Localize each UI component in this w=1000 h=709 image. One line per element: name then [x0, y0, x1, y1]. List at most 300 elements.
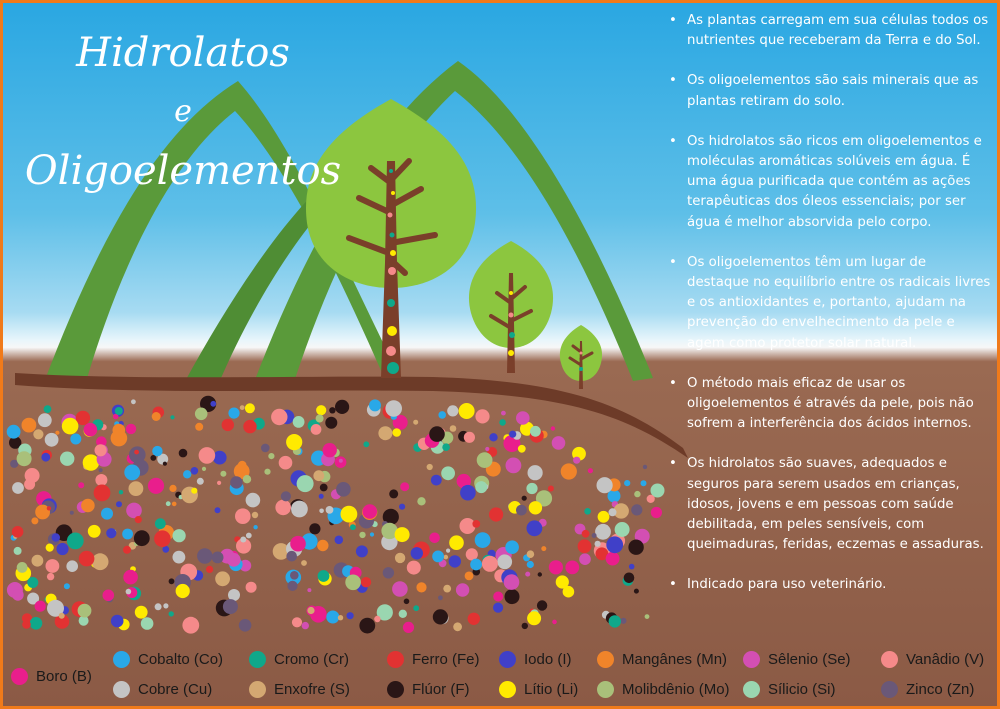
mineral-dot [508, 350, 514, 356]
mineral-dot [551, 426, 555, 430]
mineral-dot [30, 617, 43, 630]
mineral-dot [92, 553, 109, 570]
mineral-dot [307, 588, 311, 592]
mineral-dot [390, 250, 396, 256]
mineral-dot [135, 516, 142, 523]
mineral-dot [32, 555, 44, 567]
mineral-dot [169, 578, 175, 584]
mineral-dot [38, 413, 52, 427]
mineral-dot [472, 520, 480, 528]
mineral-dot [46, 544, 54, 552]
mineral-dot [335, 536, 344, 545]
mineral-dot [56, 543, 68, 555]
mineral-dot [446, 549, 450, 553]
mineral-dot [12, 526, 24, 538]
mineral-dot [152, 412, 161, 421]
mineral-dot [215, 571, 230, 586]
mineral-dot [246, 533, 252, 539]
legend-item-enxofre [249, 681, 350, 698]
mineral-dot [14, 547, 22, 555]
mineral-dot [318, 570, 330, 582]
legend-item-vanadio [881, 651, 984, 668]
mineral-dot [99, 468, 103, 472]
mineral-dot [584, 508, 591, 515]
mineral-dot [44, 405, 52, 413]
mineral-dot [392, 428, 401, 437]
mineral-dot [493, 592, 503, 602]
mineral-dot [155, 518, 166, 529]
mineral-dot [95, 444, 107, 456]
mineral-dot [253, 525, 257, 529]
mineral-dot [516, 505, 527, 516]
mineral-dot [78, 482, 84, 488]
legend-item-cobalto [113, 651, 223, 668]
mineral-dot [580, 352, 583, 355]
mineral-dot [449, 555, 461, 567]
mineral-dot [552, 436, 566, 450]
mineral-dot [59, 613, 65, 619]
mineral-dot [240, 405, 245, 410]
mineral-dot [624, 480, 630, 486]
legend-item-boro [11, 668, 92, 685]
mineral-dot [66, 560, 78, 572]
mineral-dot [441, 466, 455, 480]
mineral-dot [172, 502, 177, 507]
title-line-1: Hidrolatos [76, 30, 290, 76]
mineral-dot [432, 551, 444, 563]
info-bullet-list [667, 11, 992, 616]
mineral-dot [35, 601, 46, 612]
mineral-dot [505, 540, 519, 554]
mineral-dot [529, 501, 542, 514]
mineral-dot [62, 418, 79, 435]
mineral-dot [47, 573, 54, 580]
legend-label: Sêlenio (Se) [768, 651, 851, 668]
mineral-dot [217, 481, 221, 485]
legend-dot [597, 681, 614, 698]
mineral-dot [281, 491, 291, 501]
mineral-dot [526, 483, 537, 494]
mineral-dot [609, 615, 621, 627]
mineral-dot [413, 605, 419, 611]
mineral-dot [407, 561, 421, 575]
mineral-dot [403, 622, 414, 633]
mineral-dot [361, 577, 371, 587]
mineral-dot [527, 561, 534, 568]
mineral-dot [527, 550, 535, 558]
mineral-dot [227, 553, 241, 567]
mineral-dot [549, 560, 563, 574]
legend-dot [743, 681, 760, 698]
mineral-dot [129, 446, 146, 463]
mineral-dot [537, 600, 547, 610]
mineral-dot [339, 459, 343, 463]
mineral-dot [438, 411, 446, 419]
legend-item-cobre [113, 681, 212, 698]
mineral-dot [199, 447, 216, 464]
legend-item-cromo [249, 651, 349, 668]
mineral-dot [475, 481, 487, 493]
legend-label: Cobre (Cu) [138, 681, 213, 698]
mineral-dot [359, 532, 365, 538]
bullet-item: • Os hidrolatos são suaves, adequados e seguros para serem usados em crianças, idosos, jovens e em pessoas com saúde debilitada, em peles sensíveis, com queimaduras, feridas, eczemas e assaduras. [667, 454, 992, 555]
legend-label: Enxofre (S) [274, 681, 350, 698]
mineral-dot [395, 553, 405, 563]
mineral-dot [374, 616, 380, 622]
mineral-dot [645, 614, 650, 619]
mineral-dot [387, 299, 395, 307]
mineral-dot [78, 604, 92, 618]
mineral-dot [615, 522, 630, 537]
mineral-dot [134, 530, 150, 546]
mineral-dot [450, 425, 457, 432]
mineral-dot [316, 415, 324, 423]
legend-label: Iodo (I) [524, 651, 572, 668]
mineral-dot [55, 431, 59, 435]
mineral-dot [179, 449, 188, 458]
mineral-dot [163, 603, 168, 608]
mineral-dot [595, 524, 611, 540]
mineral-dot [215, 507, 221, 513]
mineral-dot [210, 401, 216, 407]
mineral-dot [197, 478, 204, 485]
mineral-dot [468, 613, 480, 625]
legend-label: Vanâdio (V) [906, 651, 985, 668]
mineral-dot [119, 490, 123, 494]
mineral-dot [230, 476, 242, 488]
mineral-dot [111, 430, 128, 447]
legend-dot [881, 681, 898, 698]
mineral-dot [106, 528, 116, 538]
mineral-dot [509, 313, 514, 318]
mineral-dot [329, 407, 335, 413]
mineral-dot [489, 433, 497, 441]
legend-dot [113, 651, 130, 668]
mineral-dot [595, 541, 601, 547]
bullet-item: • O método mais eficaz de usar os oligoelementos é através da pele, pois não sofrem a interferência dos ácidos internos. [667, 374, 992, 435]
mineral-dot [84, 423, 98, 437]
mineral-dot [505, 589, 520, 604]
legend-item-zinco [881, 681, 974, 698]
mineral-dot [22, 418, 37, 433]
mineral-dot [245, 403, 255, 413]
mineral-dot [111, 615, 124, 628]
legend-label: Cromo (Cr) [274, 651, 349, 668]
mineral-dot [141, 617, 154, 630]
mineral-dot [12, 589, 24, 601]
legend-label: Mangânes (Mn) [622, 651, 728, 668]
mineral-dot [345, 575, 361, 591]
legend-dot [387, 651, 404, 668]
legend-dot [499, 651, 516, 668]
mineral-dot [493, 603, 503, 613]
legend-dot [249, 681, 266, 698]
mineral-dot [643, 465, 647, 469]
legend-dot [743, 651, 760, 668]
mineral-dot [33, 429, 43, 439]
mineral-dot [287, 581, 297, 591]
mineral-dot [290, 536, 306, 552]
legend-label: Flúor (F) [412, 681, 470, 698]
mineral-dot [169, 485, 176, 492]
mineral-dot [453, 622, 462, 631]
mineral-dot [302, 622, 309, 629]
mineral-dot [67, 533, 84, 550]
mineral-dot [271, 409, 287, 425]
mineral-dot [392, 581, 408, 597]
mineral-dot [183, 470, 191, 478]
mineral-dot [323, 443, 337, 457]
mineral-dot [135, 606, 148, 619]
mineral-dot [522, 623, 528, 629]
mineral-dot [320, 484, 328, 492]
mineral-dot [386, 346, 396, 356]
mineral-dot [336, 482, 351, 497]
mineral-dot [64, 583, 70, 589]
mineral-dot [552, 620, 557, 625]
mineral-dot [309, 523, 320, 534]
mineral-dot [449, 535, 464, 550]
mineral-dot [578, 539, 592, 553]
mineral-dot [235, 508, 251, 524]
mineral-dot [429, 533, 440, 544]
mineral-dot [70, 511, 74, 515]
mineral-dot [389, 169, 393, 173]
mineral-dot [509, 431, 516, 438]
mineral-dot [522, 496, 527, 501]
bullet-item: • Os hidrolatos são ricos em oligoelementos e moléculas aromáticas solúveis em água. É uma água purificada que contém as ações terapêuticas dos óleos essenciais; por ser água é melhor absorvida pelo corpo. [667, 132, 992, 233]
mineral-dot [629, 564, 635, 570]
mineral-dot [563, 586, 575, 598]
mineral-dot [24, 479, 35, 490]
mineral-dot [509, 291, 513, 295]
legend-item-ferro [387, 651, 480, 668]
legend-dot [249, 651, 266, 668]
mineral-dot [317, 540, 328, 551]
mineral-dot [126, 589, 132, 595]
legend-item-selenio [743, 651, 851, 668]
mineral-dot [293, 416, 305, 428]
mineral-dot [530, 426, 541, 437]
mineral-dot [47, 506, 51, 510]
mineral-dot [509, 332, 515, 338]
mineral-dot [438, 595, 443, 600]
mineral-dot [592, 533, 597, 538]
mineral-dot [223, 599, 238, 614]
mineral-dot [150, 455, 156, 461]
bullet-item: • Indicado para uso veterinário. [667, 575, 992, 595]
mineral-dot [301, 560, 307, 566]
mineral-dot [286, 434, 302, 450]
mineral-dot [76, 411, 90, 425]
mineral-dot [443, 585, 451, 593]
mineral-dot [399, 504, 405, 510]
mineral-dot [631, 504, 642, 515]
mineral-dot [411, 547, 423, 559]
mineral-dot [126, 424, 136, 434]
mineral-dot [475, 409, 489, 423]
mineral-dot [292, 617, 302, 627]
mineral-dot [70, 434, 81, 445]
mineral-dot [338, 615, 343, 620]
mineral-dot [279, 456, 293, 470]
mineral-dot [191, 467, 199, 475]
mineral-dot [131, 399, 136, 404]
mineral-dot [378, 426, 392, 440]
mineral-dot [115, 407, 123, 415]
mineral-dot [240, 537, 246, 543]
mineral-dot [116, 501, 122, 507]
mineral-dot [389, 489, 398, 498]
mineral-dot [95, 474, 107, 486]
mineral-dot [46, 559, 60, 573]
mineral-dots-soil [7, 396, 665, 634]
mineral-dot [391, 191, 395, 195]
legend-dot [881, 651, 898, 668]
mineral-dot [81, 499, 95, 513]
mineral-dot [134, 450, 139, 455]
mineral-dot [388, 213, 393, 218]
mineral-dot [197, 548, 212, 563]
mineral-dot [417, 497, 425, 505]
legend-label: Molibdênio (Mo) [622, 681, 730, 698]
mineral-dot [311, 424, 322, 435]
mineral-dot [261, 444, 270, 453]
mineral-dot [202, 467, 206, 471]
mineral-dot [634, 589, 639, 594]
mineral-dot [385, 400, 402, 417]
mineral-dot [252, 512, 258, 518]
mineral-dot [22, 620, 31, 629]
bullet-item: • As plantas carregam em sua células todos os nutrientes que receberam da Terra e do Sol. [667, 11, 992, 51]
mineral-dot [579, 553, 591, 565]
page-title [23, 30, 343, 215]
mineral-dot [316, 405, 326, 415]
mineral-dot [598, 511, 610, 523]
mineral-dot [573, 457, 580, 464]
mineral-dot [606, 552, 620, 566]
mineral-dot [499, 419, 506, 426]
mineral-dot [326, 611, 339, 624]
mineral-dot [459, 403, 475, 419]
mineral-dot [124, 465, 140, 481]
mineral-dot [45, 433, 59, 447]
mineral-dot [313, 470, 324, 481]
mineral-dot [60, 452, 74, 466]
legend-label: Cobalto (Co) [138, 651, 224, 668]
mineral-dot [482, 556, 498, 572]
mineral-dot [470, 559, 482, 571]
mineral-dot [541, 546, 546, 551]
legend-label: Sílicio (Si) [768, 681, 836, 698]
mineral-dot [404, 599, 410, 605]
mineral-dot [538, 572, 542, 576]
mineral-dot [52, 533, 60, 541]
mineral-dot [388, 267, 396, 275]
mineral-dot [641, 480, 647, 486]
mineral-dot [206, 566, 213, 573]
mineral-dot [427, 464, 433, 470]
legend-dot [11, 668, 28, 685]
mineral-dot [103, 590, 115, 602]
mineral-dot [447, 405, 458, 416]
mineral-dot [155, 603, 162, 610]
mineral-dot [239, 619, 252, 632]
mineral-dot [17, 562, 28, 573]
mineral-dot [634, 491, 640, 497]
mineral-dot [319, 494, 324, 499]
mineral-dot [413, 420, 418, 425]
mineral-dot [163, 462, 167, 466]
legend-dot [113, 681, 130, 698]
mineral-dot [191, 488, 197, 494]
mineral-dot [246, 582, 257, 593]
mineral-dot [606, 536, 623, 553]
mineral-dot [387, 326, 397, 336]
mineral-dot [319, 509, 324, 514]
mineral-dot [579, 367, 583, 371]
mineral-dot [148, 478, 164, 494]
mineral-dot [399, 610, 407, 618]
mineral-dot [628, 540, 643, 555]
legend-label: Boro (B) [36, 668, 92, 685]
mineral-dot [609, 508, 617, 516]
mineral-dot [433, 609, 448, 624]
mineral-dot [383, 567, 394, 578]
mineral-dot [123, 546, 131, 554]
mineral-dot [442, 443, 450, 451]
legend-item-silicio [743, 681, 836, 698]
mineral-dot [291, 501, 308, 518]
mineral-dot [395, 527, 410, 542]
mineral-dot [7, 425, 21, 439]
mineral-dot [369, 399, 381, 411]
mineral-dot [297, 475, 314, 492]
mineral-dot [464, 432, 475, 443]
mineral-dot [460, 485, 476, 501]
mineral-dot [243, 475, 251, 483]
mineral-dot [27, 577, 38, 588]
mineral-dot [176, 584, 190, 598]
mineral-dot [363, 504, 378, 519]
mineral-dot [504, 574, 520, 590]
mineral-dot [347, 612, 354, 619]
mineral-dot [335, 400, 349, 414]
mineral-dot [477, 452, 493, 468]
mineral-dot [41, 453, 50, 462]
mineral-dot [246, 493, 261, 508]
mineral-dot [126, 503, 142, 519]
mineral-dot [387, 362, 399, 374]
mineral-dot [94, 485, 111, 502]
mineral-dot [122, 529, 133, 540]
mineral-dot [561, 463, 577, 479]
mineral-dot [264, 469, 270, 475]
mineral-dot [475, 532, 491, 548]
legend-item-molibdenio [597, 681, 730, 698]
mineral-dot [88, 525, 101, 538]
mineral-dot [325, 417, 337, 429]
mineral-dot [456, 583, 469, 596]
mineral-dot [129, 481, 144, 496]
mineral-dot [243, 420, 256, 433]
mineral-dot [582, 530, 590, 538]
mineral-dot [350, 524, 356, 530]
mineral-dot [222, 419, 234, 431]
mineral-dot [220, 471, 226, 477]
mineral-dot [326, 506, 334, 514]
mineral-dot [516, 411, 530, 425]
